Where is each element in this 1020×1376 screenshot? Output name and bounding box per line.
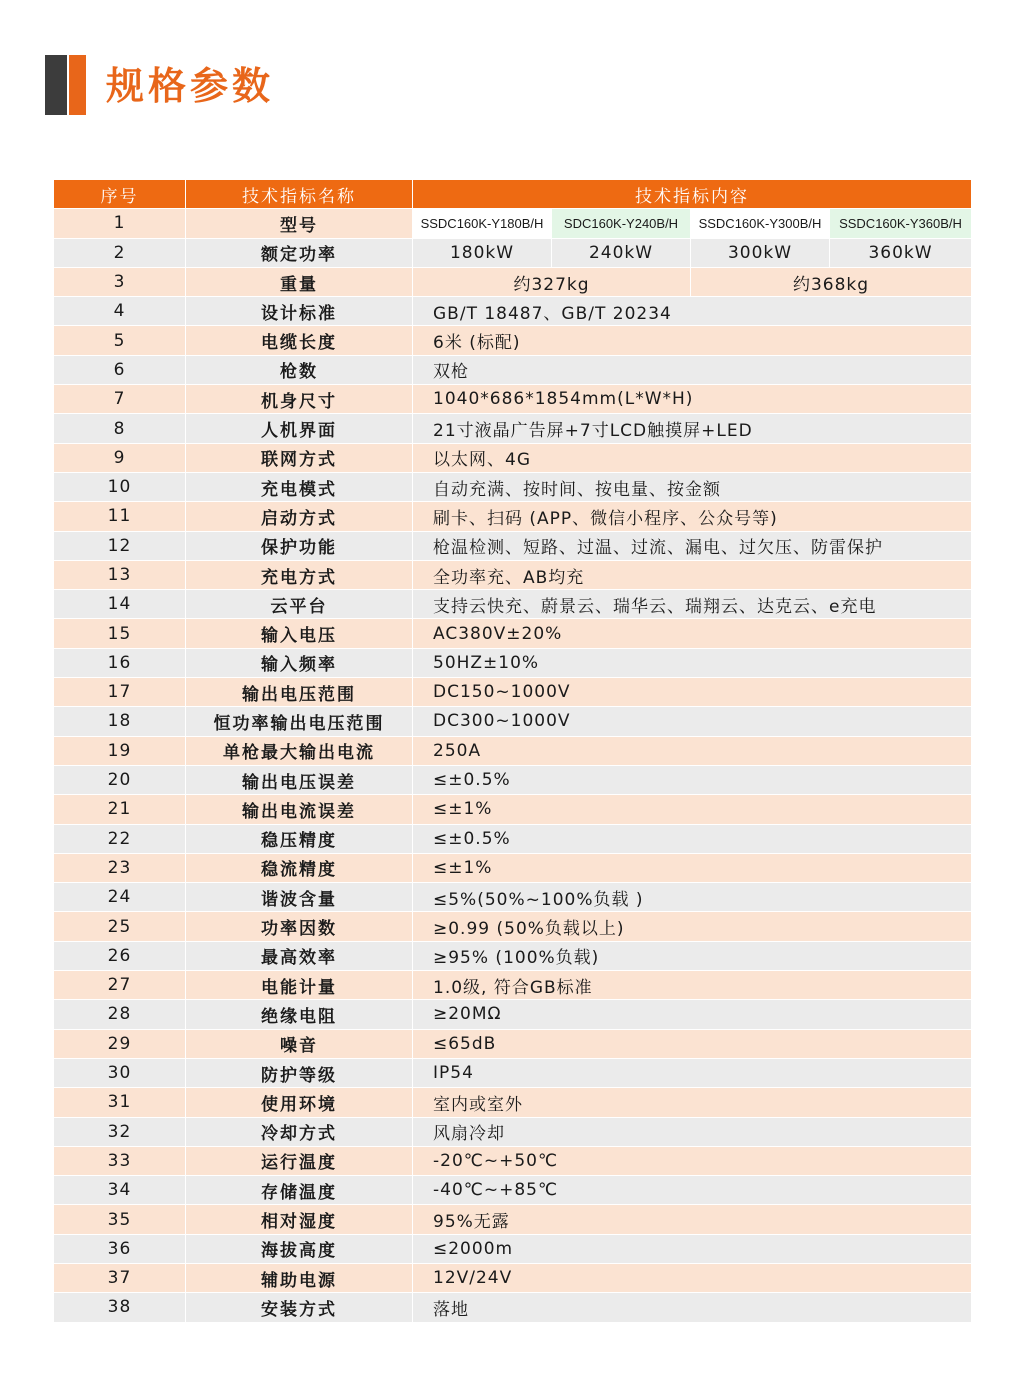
table-row	[54, 590, 972, 619]
table-row	[54, 1146, 972, 1175]
row-index: 34	[54, 1176, 186, 1205]
row-name: 功率因数	[186, 912, 413, 941]
row-value: ≥20MΩ	[413, 1000, 972, 1029]
row-value: 95%无露	[413, 1205, 972, 1234]
row-index: 25	[54, 912, 186, 941]
row-value: 风扇冷却	[413, 1117, 972, 1146]
row-name: 输入频率	[186, 648, 413, 677]
row-name: 安装方式	[186, 1293, 413, 1322]
row-name: 使用环境	[186, 1088, 413, 1117]
table-row	[54, 1000, 972, 1029]
header-index: 序号	[54, 180, 186, 209]
row-value: 落地	[413, 1293, 972, 1322]
row-name: 机身尺寸	[186, 385, 413, 414]
table-row	[54, 1205, 972, 1234]
table-row	[54, 853, 972, 882]
table-row	[54, 678, 972, 707]
table-row	[54, 1117, 972, 1146]
row-index: 20	[54, 765, 186, 794]
row-name: 冷却方式	[186, 1117, 413, 1146]
row-name: 噪音	[186, 1029, 413, 1058]
row-name: 输出电压误差	[186, 765, 413, 794]
table-row	[54, 560, 972, 589]
table-row	[54, 648, 972, 677]
header-name: 技术指标名称	[186, 180, 413, 209]
row-value: 刷卡、扫码 (APP、微信小程序、公众号等)	[413, 502, 972, 531]
table-row	[54, 1029, 972, 1058]
row-index: 37	[54, 1263, 186, 1292]
row-name: 输出电压范围	[186, 678, 413, 707]
table-row-weight	[54, 267, 972, 296]
row-index: 3	[54, 267, 186, 296]
row-index: 33	[54, 1146, 186, 1175]
row-index: 6	[54, 355, 186, 384]
model-cell: SSDC160K-Y360B/H	[830, 209, 972, 238]
row-index: 36	[54, 1234, 186, 1263]
table-row	[54, 531, 972, 560]
row-name: 充电方式	[186, 560, 413, 589]
table-row	[54, 941, 972, 970]
row-name: 充电模式	[186, 472, 413, 501]
row-name: 稳流精度	[186, 853, 413, 882]
row-value: ≤±0.5%	[413, 824, 972, 853]
table-row	[54, 736, 972, 765]
row-index: 12	[54, 531, 186, 560]
row-name: 恒功率输出电压范围	[186, 707, 413, 736]
row-value: 支持云快充、蔚景云、瑞华云、瑞翔云、达克云、e充电	[413, 590, 972, 619]
table-row	[54, 795, 972, 824]
row-value: ≤±0.5%	[413, 765, 972, 794]
row-index: 8	[54, 414, 186, 443]
row-index: 11	[54, 502, 186, 531]
row-name: 单枪最大输出电流	[186, 736, 413, 765]
row-name: 辅助电源	[186, 1263, 413, 1292]
row-index: 27	[54, 971, 186, 1000]
table-row	[54, 707, 972, 736]
row-index: 29	[54, 1029, 186, 1058]
table-row	[54, 765, 972, 794]
row-value: DC300~1000V	[413, 707, 972, 736]
row-value: 双枪	[413, 355, 972, 384]
row-value: 枪温检测、短路、过温、过流、漏电、过欠压、防雷保护	[413, 531, 972, 560]
row-name: 设计标准	[186, 297, 413, 326]
row-index: 31	[54, 1088, 186, 1117]
table-header-row	[54, 180, 972, 209]
power-cell: 240kW	[552, 238, 691, 267]
row-value: 1.0级, 符合GB标准	[413, 971, 972, 1000]
row-value: 6米 (标配)	[413, 326, 972, 355]
row-value: 50HZ±10%	[413, 648, 972, 677]
row-index: 22	[54, 824, 186, 853]
row-index: 10	[54, 472, 186, 501]
row-value: ≤±1%	[413, 795, 972, 824]
row-name: 额定功率	[186, 238, 413, 267]
table-row	[54, 326, 972, 355]
row-value: 自动充满、按时间、按电量、按金额	[413, 472, 972, 501]
row-value: ≤5%(50%~100%负载 )	[413, 883, 972, 912]
row-name: 云平台	[186, 590, 413, 619]
row-index: 24	[54, 883, 186, 912]
row-value: 室内或室外	[413, 1088, 972, 1117]
row-value: AC380V±20%	[413, 619, 972, 648]
row-name: 枪数	[186, 355, 413, 384]
row-name: 最高效率	[186, 941, 413, 970]
row-name: 稳压精度	[186, 824, 413, 853]
table-row	[54, 912, 972, 941]
row-index: 13	[54, 560, 186, 589]
row-name: 相对湿度	[186, 1205, 413, 1234]
row-index: 14	[54, 590, 186, 619]
row-name: 输出电流误差	[186, 795, 413, 824]
row-index: 1	[54, 209, 186, 238]
page-title: 规格参数	[106, 64, 275, 108]
table-row	[54, 1088, 972, 1117]
table-row	[54, 1293, 972, 1322]
power-cell: 300kW	[691, 238, 830, 267]
row-value: 以太网、4G	[413, 443, 972, 472]
table-row	[54, 297, 972, 326]
row-value: 1040*686*1854mm(L*W*H)	[413, 385, 972, 414]
row-index: 17	[54, 678, 186, 707]
model-cell: SSDC160K-Y300B/H	[691, 209, 830, 238]
row-name: 人机界面	[186, 414, 413, 443]
row-name: 海拔高度	[186, 1234, 413, 1263]
row-value: ≥95% (100%负载)	[413, 941, 972, 970]
table-row	[54, 971, 972, 1000]
table-row	[54, 385, 972, 414]
spec-table	[53, 179, 972, 1323]
row-index: 2	[54, 238, 186, 267]
row-index: 15	[54, 619, 186, 648]
table-row	[54, 619, 972, 648]
table-row	[54, 1176, 972, 1205]
row-value: -20℃~+50℃	[413, 1146, 972, 1175]
row-value: 全功率充、AB均充	[413, 560, 972, 589]
row-name: 联网方式	[186, 443, 413, 472]
header-content: 技术指标内容	[413, 180, 972, 209]
row-name: 存储温度	[186, 1176, 413, 1205]
table-row-model	[54, 209, 972, 238]
row-index: 9	[54, 443, 186, 472]
table-row-power	[54, 238, 972, 267]
row-name: 型号	[186, 209, 413, 238]
row-value: 12V/24V	[413, 1263, 972, 1292]
title-accent-orange	[69, 55, 86, 115]
row-index: 7	[54, 385, 186, 414]
table-row	[54, 414, 972, 443]
weight-cell: 约368kg	[691, 267, 972, 296]
row-index: 26	[54, 941, 186, 970]
row-index: 32	[54, 1117, 186, 1146]
table-row	[54, 472, 972, 501]
row-name: 输入电压	[186, 619, 413, 648]
row-index: 19	[54, 736, 186, 765]
row-value: IP54	[413, 1058, 972, 1087]
weight-cell: 约327kg	[413, 267, 691, 296]
row-name: 保护功能	[186, 531, 413, 560]
table-row	[54, 355, 972, 384]
model-cell: SDC160K-Y240B/H	[552, 209, 691, 238]
row-index: 35	[54, 1205, 186, 1234]
power-cell: 180kW	[413, 238, 552, 267]
row-index: 16	[54, 648, 186, 677]
title-accent-dark	[45, 55, 67, 115]
row-index: 4	[54, 297, 186, 326]
row-name: 重量	[186, 267, 413, 296]
row-index: 23	[54, 853, 186, 882]
table-row	[54, 1263, 972, 1292]
row-index: 38	[54, 1293, 186, 1322]
row-index: 30	[54, 1058, 186, 1087]
table-row	[54, 443, 972, 472]
row-name: 谐波含量	[186, 883, 413, 912]
table-row	[54, 1234, 972, 1263]
row-value: ≤65dB	[413, 1029, 972, 1058]
row-value: ≥0.99 (50%负载以上)	[413, 912, 972, 941]
table-row	[54, 883, 972, 912]
row-value: ≤±1%	[413, 853, 972, 882]
table-row	[54, 824, 972, 853]
row-index: 18	[54, 707, 186, 736]
row-index: 21	[54, 795, 186, 824]
row-value: DC150~1000V	[413, 678, 972, 707]
row-name: 运行温度	[186, 1146, 413, 1175]
row-name: 防护等级	[186, 1058, 413, 1087]
row-name: 启动方式	[186, 502, 413, 531]
row-name: 电缆长度	[186, 326, 413, 355]
model-cell: SSDC160K-Y180B/H	[413, 209, 552, 238]
row-value: ≤2000m	[413, 1234, 972, 1263]
row-index: 5	[54, 326, 186, 355]
row-name: 电能计量	[186, 971, 413, 1000]
table-row	[54, 1058, 972, 1087]
power-cell: 360kW	[830, 238, 972, 267]
row-index: 28	[54, 1000, 186, 1029]
row-value: 21寸液晶广告屏+7寸LCD触摸屏+LED	[413, 414, 972, 443]
row-value: 250A	[413, 736, 972, 765]
row-value: GB/T 18487、GB/T 20234	[413, 297, 972, 326]
row-name: 绝缘电阻	[186, 1000, 413, 1029]
table-row	[54, 502, 972, 531]
row-value: -40℃~+85℃	[413, 1176, 972, 1205]
